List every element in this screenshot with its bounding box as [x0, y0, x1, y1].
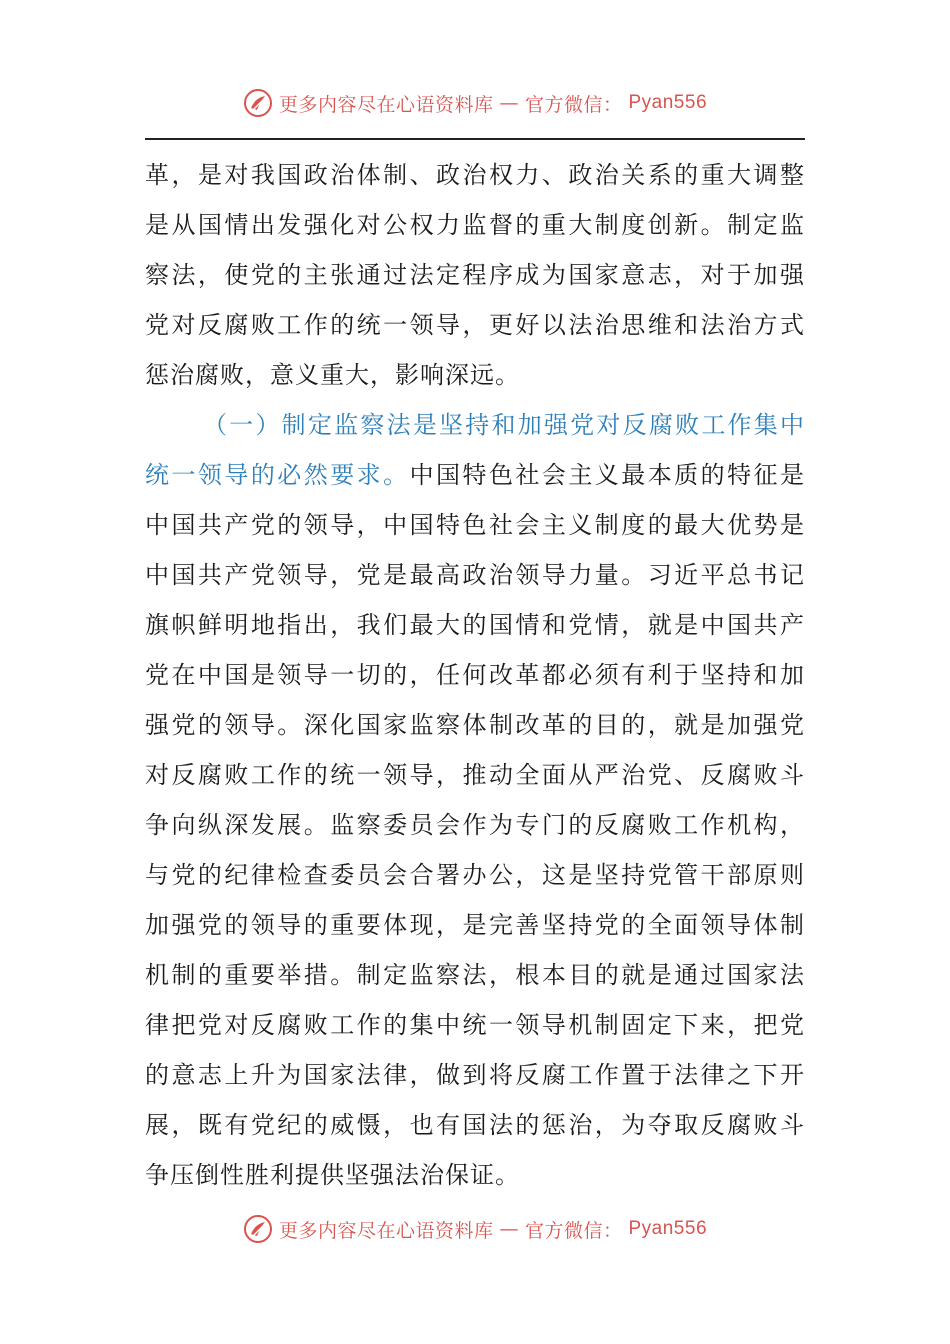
header-brand: 更多内容尽在心语资料库 — [278, 93, 494, 116]
header-wechat-label: 官方微信： — [524, 93, 623, 116]
text-line: 对反腐败工作的统一领导，推动全面从严治党、反腐败斗 — [145, 761, 805, 789]
text-line: 律把党对反腐败工作的集中统一领导机制固定下来，把党 — [145, 1011, 805, 1039]
text-line — [145, 450, 805, 500]
text-line: 惩治腐败，意义重大，影响深远。 — [145, 361, 520, 389]
text-line: 察法，使党的主张通过法定程序成为国家意志，对于加强 — [145, 261, 805, 289]
text-line: 党在中国是领导一切的，任何改革都必须有利于坚持和加 — [145, 661, 805, 689]
text-line: 中国共产党的领导，中国特色社会主义制度的最大优势是 — [145, 511, 805, 539]
text-line: 争压倒性胜利提供坚强法治保证。 — [145, 1161, 520, 1189]
text-line: 与党的纪律检查委员会合署办公，这是坚持党管干部原则 — [145, 861, 805, 889]
text-line: 争向纵深发展。监察委员会作为专门的反腐败工作机构， — [145, 811, 805, 839]
page-footer — [0, 1214, 950, 1244]
text-line: 中国共产党领导，党是最高政治领导力量。习近平总书记 — [145, 561, 805, 589]
brand-logo-icon — [243, 1214, 273, 1244]
text-line: 强党的领导。深化国家监察体制改革的目的，就是加强党 — [145, 711, 805, 739]
footer-separator: — — [499, 1218, 519, 1240]
page-header — [0, 88, 950, 118]
section-heading: （一）制定监察法是坚持和加强党对反腐败工作集中 — [203, 411, 805, 439]
section-heading-end: 统一领导的必然要求。 — [145, 461, 410, 489]
brand-logo-icon — [243, 88, 273, 118]
text-line: 机制的重要举措。制定监察法，根本目的就是通过国家法 — [145, 961, 805, 989]
text-span: 中国特色社会主义最本质的特征是 — [409, 461, 806, 489]
header-separator: — — [499, 92, 519, 114]
header-wechat-id: Pyan556 — [628, 92, 708, 113]
text-line: 旗帜鲜明地指出，我们最大的国情和党情，就是中国共产 — [145, 611, 805, 639]
header-divider — [145, 138, 805, 140]
text-line: 是从国情出发强化对公权力监督的重大制度创新。制定监 — [145, 211, 805, 239]
footer-wechat-label: 官方微信： — [524, 1219, 623, 1242]
text-line: 的意志上升为国家法律，做到将反腐工作置于法律之下开 — [145, 1061, 805, 1089]
footer-wechat-id: Pyan556 — [628, 1218, 708, 1239]
text-line: 革，是对我国政治体制、政治权力、政治关系的重大调整 — [145, 161, 805, 189]
text-line: 加强党的领导的重要体现，是完善坚持党的全面领导体制 — [145, 911, 805, 939]
text-line: 展，既有党纪的威慑，也有国法的惩治，为夺取反腐败斗 — [145, 1111, 805, 1139]
document-body — [145, 150, 805, 1200]
footer-brand: 更多内容尽在心语资料库 — [278, 1219, 494, 1242]
text-line: 党对反腐败工作的统一领导，更好以法治思维和法治方式 — [145, 311, 805, 339]
